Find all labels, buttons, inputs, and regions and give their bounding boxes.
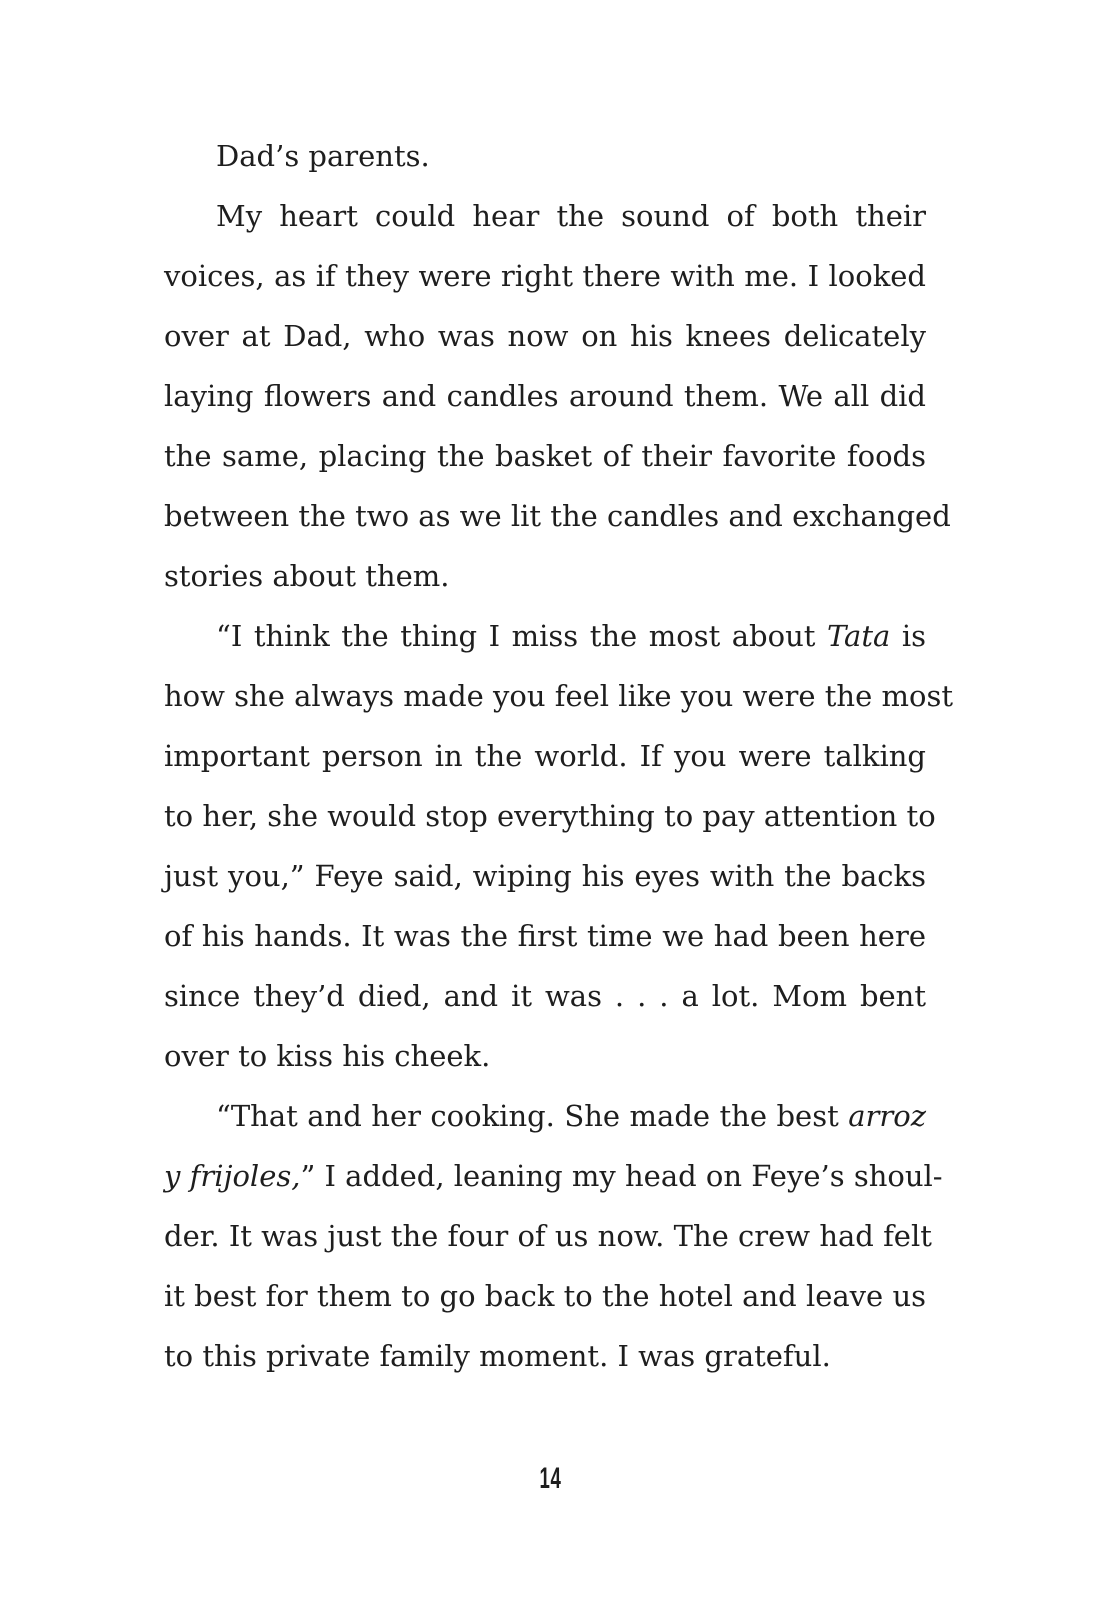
- text-line: [164, 486, 951, 546]
- text-line: [164, 1326, 926, 1386]
- text-segment: stories about them.: [164, 559, 450, 593]
- text-segment: since they’d died, and it was . . . a lot. Mom bent: [164, 979, 926, 1013]
- text-line: [164, 726, 926, 786]
- text-segment: between the two as we lit the candles and exchanged: [164, 499, 951, 533]
- text-line: [164, 1146, 943, 1206]
- text-segment: to this private family moment. I was grateful.: [164, 1339, 831, 1373]
- italic-text: arroz: [848, 1099, 926, 1133]
- italic-text: y frijoles,: [164, 1159, 301, 1193]
- text-segment: the same, placing the basket of their favorite foods: [164, 439, 926, 473]
- text-line: [164, 966, 926, 1026]
- text-segment: Dad’s parents.: [216, 139, 430, 173]
- text-line: [164, 906, 926, 966]
- text-line: [164, 666, 953, 726]
- text-line: [164, 366, 926, 426]
- text-segment: of his hands. It was the first time we had been here: [164, 919, 926, 953]
- text-line: [164, 306, 926, 366]
- text-segment: laying flowers and candles around them. We all did: [164, 379, 926, 413]
- text-line: [164, 1026, 926, 1086]
- text-line: [164, 606, 926, 666]
- text-segment: important person in the world. If you were talking: [164, 739, 926, 773]
- text-line: [164, 426, 926, 486]
- text-segment: My heart could hear the sound of both their: [216, 199, 926, 233]
- text-line: [164, 1086, 926, 1146]
- text-line: [164, 1266, 926, 1326]
- text-line: [164, 546, 926, 606]
- text-segment: over to kiss his cheek.: [164, 1039, 491, 1073]
- italic-text: Tata: [826, 619, 891, 653]
- body-text: [164, 126, 953, 1386]
- text-segment: “I think the thing I miss the most about: [216, 619, 827, 653]
- text-segment: to her, she would stop everything to pay attention to: [164, 799, 936, 833]
- text-segment: it best for them to go back to the hotel and leave us: [164, 1279, 926, 1313]
- text-segment: ” I added, leaning my head on Feye’s shoul-: [300, 1159, 943, 1193]
- text-segment: der. It was just the four of us now. The crew had felt: [164, 1219, 932, 1253]
- text-line: [164, 246, 926, 306]
- text-line: [164, 1206, 932, 1266]
- text-line: [164, 186, 926, 246]
- text-segment: just you,” Feye said, wiping his eyes with the backs: [164, 859, 926, 893]
- page-number: 14: [539, 1462, 562, 1495]
- text-line: [164, 786, 936, 846]
- text-line: [164, 846, 926, 906]
- text-segment: “That and her cooking. She made the best: [216, 1099, 849, 1133]
- text-segment: is: [890, 619, 926, 653]
- text-segment: voices, as if they were right there with me. I looked: [164, 259, 926, 293]
- text-segment: how she always made you feel like you were the most: [164, 679, 953, 713]
- text-line: [164, 126, 926, 186]
- text-segment: over at Dad, who was now on his knees delicately: [164, 319, 926, 353]
